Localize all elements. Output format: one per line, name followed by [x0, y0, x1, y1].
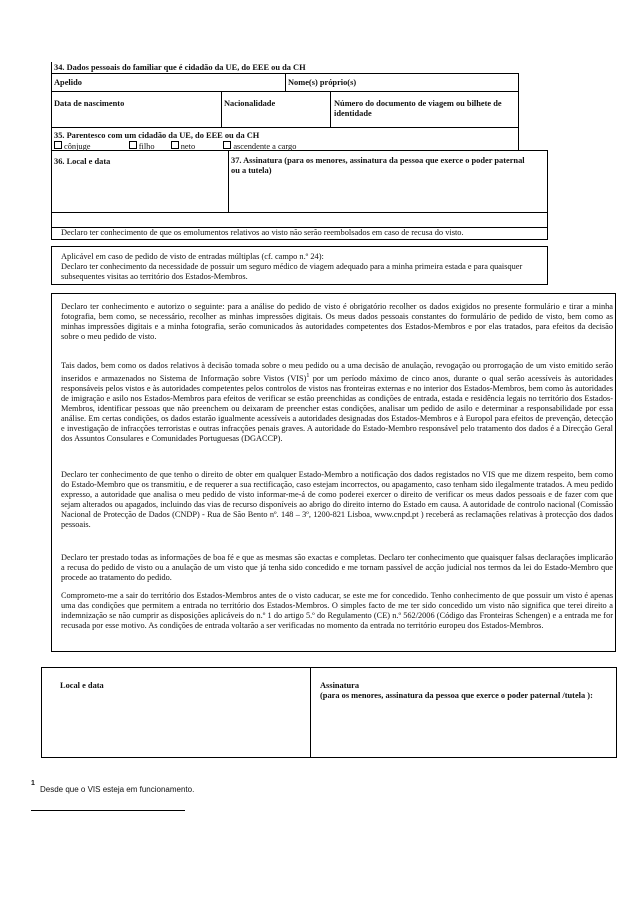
section-35-title: 35. Parentesco com um cidadão da UE, do EEE ou da CH: [54, 131, 260, 140]
dependent-ascendant-checkbox[interactable]: [223, 141, 231, 149]
vis-storage-declaration: Tais dados, bem como os dados relativos à decisão tomada sobre o meu pedido ou a uma decisão de anulação, revogação ou prorrogação de um visto emitido serão inseridos e armazenados no Sistema de Informação sobre Vistos (VIS)$^1$ por um período máximo de cinco anos, durante o qual serão acessíveis às autoridades responsáveis pelos vistos e às autoridades competentes pelos controlos de vistos nas fronteiras externas e no interior dos Estados-Membros, bem como às autoridades de imigração e asilo nos Estados-Membros para efeitos de verificar se estão preenchidas as condições de entrada, estada e residência legais no território dos Estados-Membros, identificar pessoas que não preenchem ou deixaram de preencher estas condições, analisar um pedido de asilo e determinar a responsabilidade por essa análise. Em certas condições, os dados estarão igualmente acessíveis a autoridades designadas dos Estados-Membros e à Europol para efeitos de prevenção, detecção e investigação de infracções terroristas e outras infracções penais graves. A autoridade do Estado-Membro responsável pelo tratamento dos dados é a Direcção Geral dos Assuntos Consulares e Comunidades Portuguesas (DGACCP).: [61, 361, 613, 443]
medical-insurance-declaration: Declaro ter conhecimento da necessidade de possuir um seguro médico de viagem adequado para a minha primeira estada e para quaisquer subsequentes visitas ao território dos Estados-Membros.: [61, 262, 523, 281]
footnote-mark: 1: [31, 780, 35, 787]
exit-commitment-declaration: Comprometo-me a sair do território dos Estados-Membros antes de o visto caducar, se este me for concedido. Tenho conhecimento de que possuir um visto é apenas uma das condições que permitem a entrada no território dos Estados-Membros. O simples facto de me ter sido concedido um visto não significa que terei direito a indemnização se não cumprir as disposições aplicáveis do n.º 1 do artigo 5.º do Regulamento (CE) n.º 562/2006 (Código das Fronteiras Schengen) e a entrada me for recusada por esse motivo. As condições de entrada voltarão a ser verificadas no momento da entrada no território europeu dos Estados-Membros.: [61, 591, 613, 630]
data-collection-declaration: Declaro ter conhecimento e autorizo o seguinte: para a análise do pedido de visto é obrigatório recolher os dados exigidos no presente formulário e tirar a minha fotografia, bem como, se necessário, recolher as minhas impressões digitais. Os meus dados pessoais constantes do formulário de pedido de visto, bem como as minhas impressões digitais e a minha fotografia, serão comunicados às autoridades competentes dos Estados-Membros e por elas tratados, para efeitos da decisão sobre o meu pedido de visto.: [61, 302, 613, 341]
final-place-date-label: Local e data: [60, 681, 104, 690]
birth-date-label: Data de nascimento: [54, 99, 125, 108]
final-signature-detail: (para os menores, assinatura da pessoa que exerce o poder paternal /tutela ):: [320, 691, 593, 700]
nationality-label: Nacionalidade: [224, 99, 276, 108]
final-signature-label: Assinatura: [320, 681, 360, 690]
child-checkbox[interactable]: [129, 141, 137, 149]
given-names-label: Nome(s) próprio(s): [288, 78, 357, 87]
grandchild-option[interactable]: neto: [171, 142, 195, 151]
travel-document-number-label: Número do documento de viagem ou bilhete de identidade: [334, 99, 502, 118]
child-option[interactable]: filho: [129, 142, 155, 151]
surname-label: Apelido: [54, 78, 82, 87]
footnote-divider: [31, 810, 185, 811]
truthfulness-declaration: Declaro ter prestado todas as informações de boa fé e que as mesmas são exactas e completas. Declaro ter conhecimento que quaisquer falsas declarações implicarão a recusa do pedido de visto ou a anulação de um visto que já tenha sido concedido e me tornam passível de acção judicial nos termos da lei do Estado-Membro que procede ao tratamento do pedido.: [61, 553, 613, 582]
section-36-place-date-label: 36. Local e data: [54, 157, 111, 166]
fees-declaration-text: Declaro ter conhecimento de que os emolumentos relativos ao visto não serão reembolsados em caso de recusa do visto.: [61, 228, 464, 237]
multiple-entry-condition: Aplicável em caso de pedido de visto de entradas múltiplas (cf. campo n.º 24):: [61, 252, 324, 261]
data-rights-declaration: Declaro ter conhecimento de que tenho o direito de obter em qualquer Estado-Membro a notificação dos dados registados no VIS que me dizem respeito, bem como do Estado-Membro que os transmitiu, e de requerer a sua rectificação, caso estejam incorrectos, ou apagamento, caso tenham sido ilegalmente tratados. A meu pedido expresso, a autoridade que analisa o meu pedido de visto informar-me-á de como poderei exercer o direito de verificar os meus dados pessoais e de fazer com que sejam alterados ou apagados, incluindo das vias de recurso disponíveis ao abrigo do direito interno do Estado em causa. A autoridade de controlo nacional (Comissão Nacional de Protecção de Dados (CNDP) - Rua de São Bento nº. 148 – 3º, 1200-821 Lisboa, www.cnpd.pt ) receberá as reclamações relativas à protecção dos dados pessoais.: [61, 470, 613, 529]
spouse-option[interactable]: cônjuge: [54, 142, 91, 151]
footnote-text: Desde que o VIS esteja em funcionamento.: [40, 785, 195, 794]
dependent-ascendant-option[interactable]: ascendente a cargo: [223, 142, 296, 151]
spouse-checkbox[interactable]: [54, 141, 62, 149]
section-34-title: 34. Dados pessoais do familiar que é cidadão da UE, do EEE ou da CH: [54, 63, 306, 72]
footnote-reference: 1: [306, 373, 310, 379]
grandchild-checkbox[interactable]: [171, 141, 179, 149]
section-37-signature-label: 37. Assinatura (para os menores, assinatura da pessoa que exerce o poder paternal ou a tutela): [231, 156, 525, 175]
